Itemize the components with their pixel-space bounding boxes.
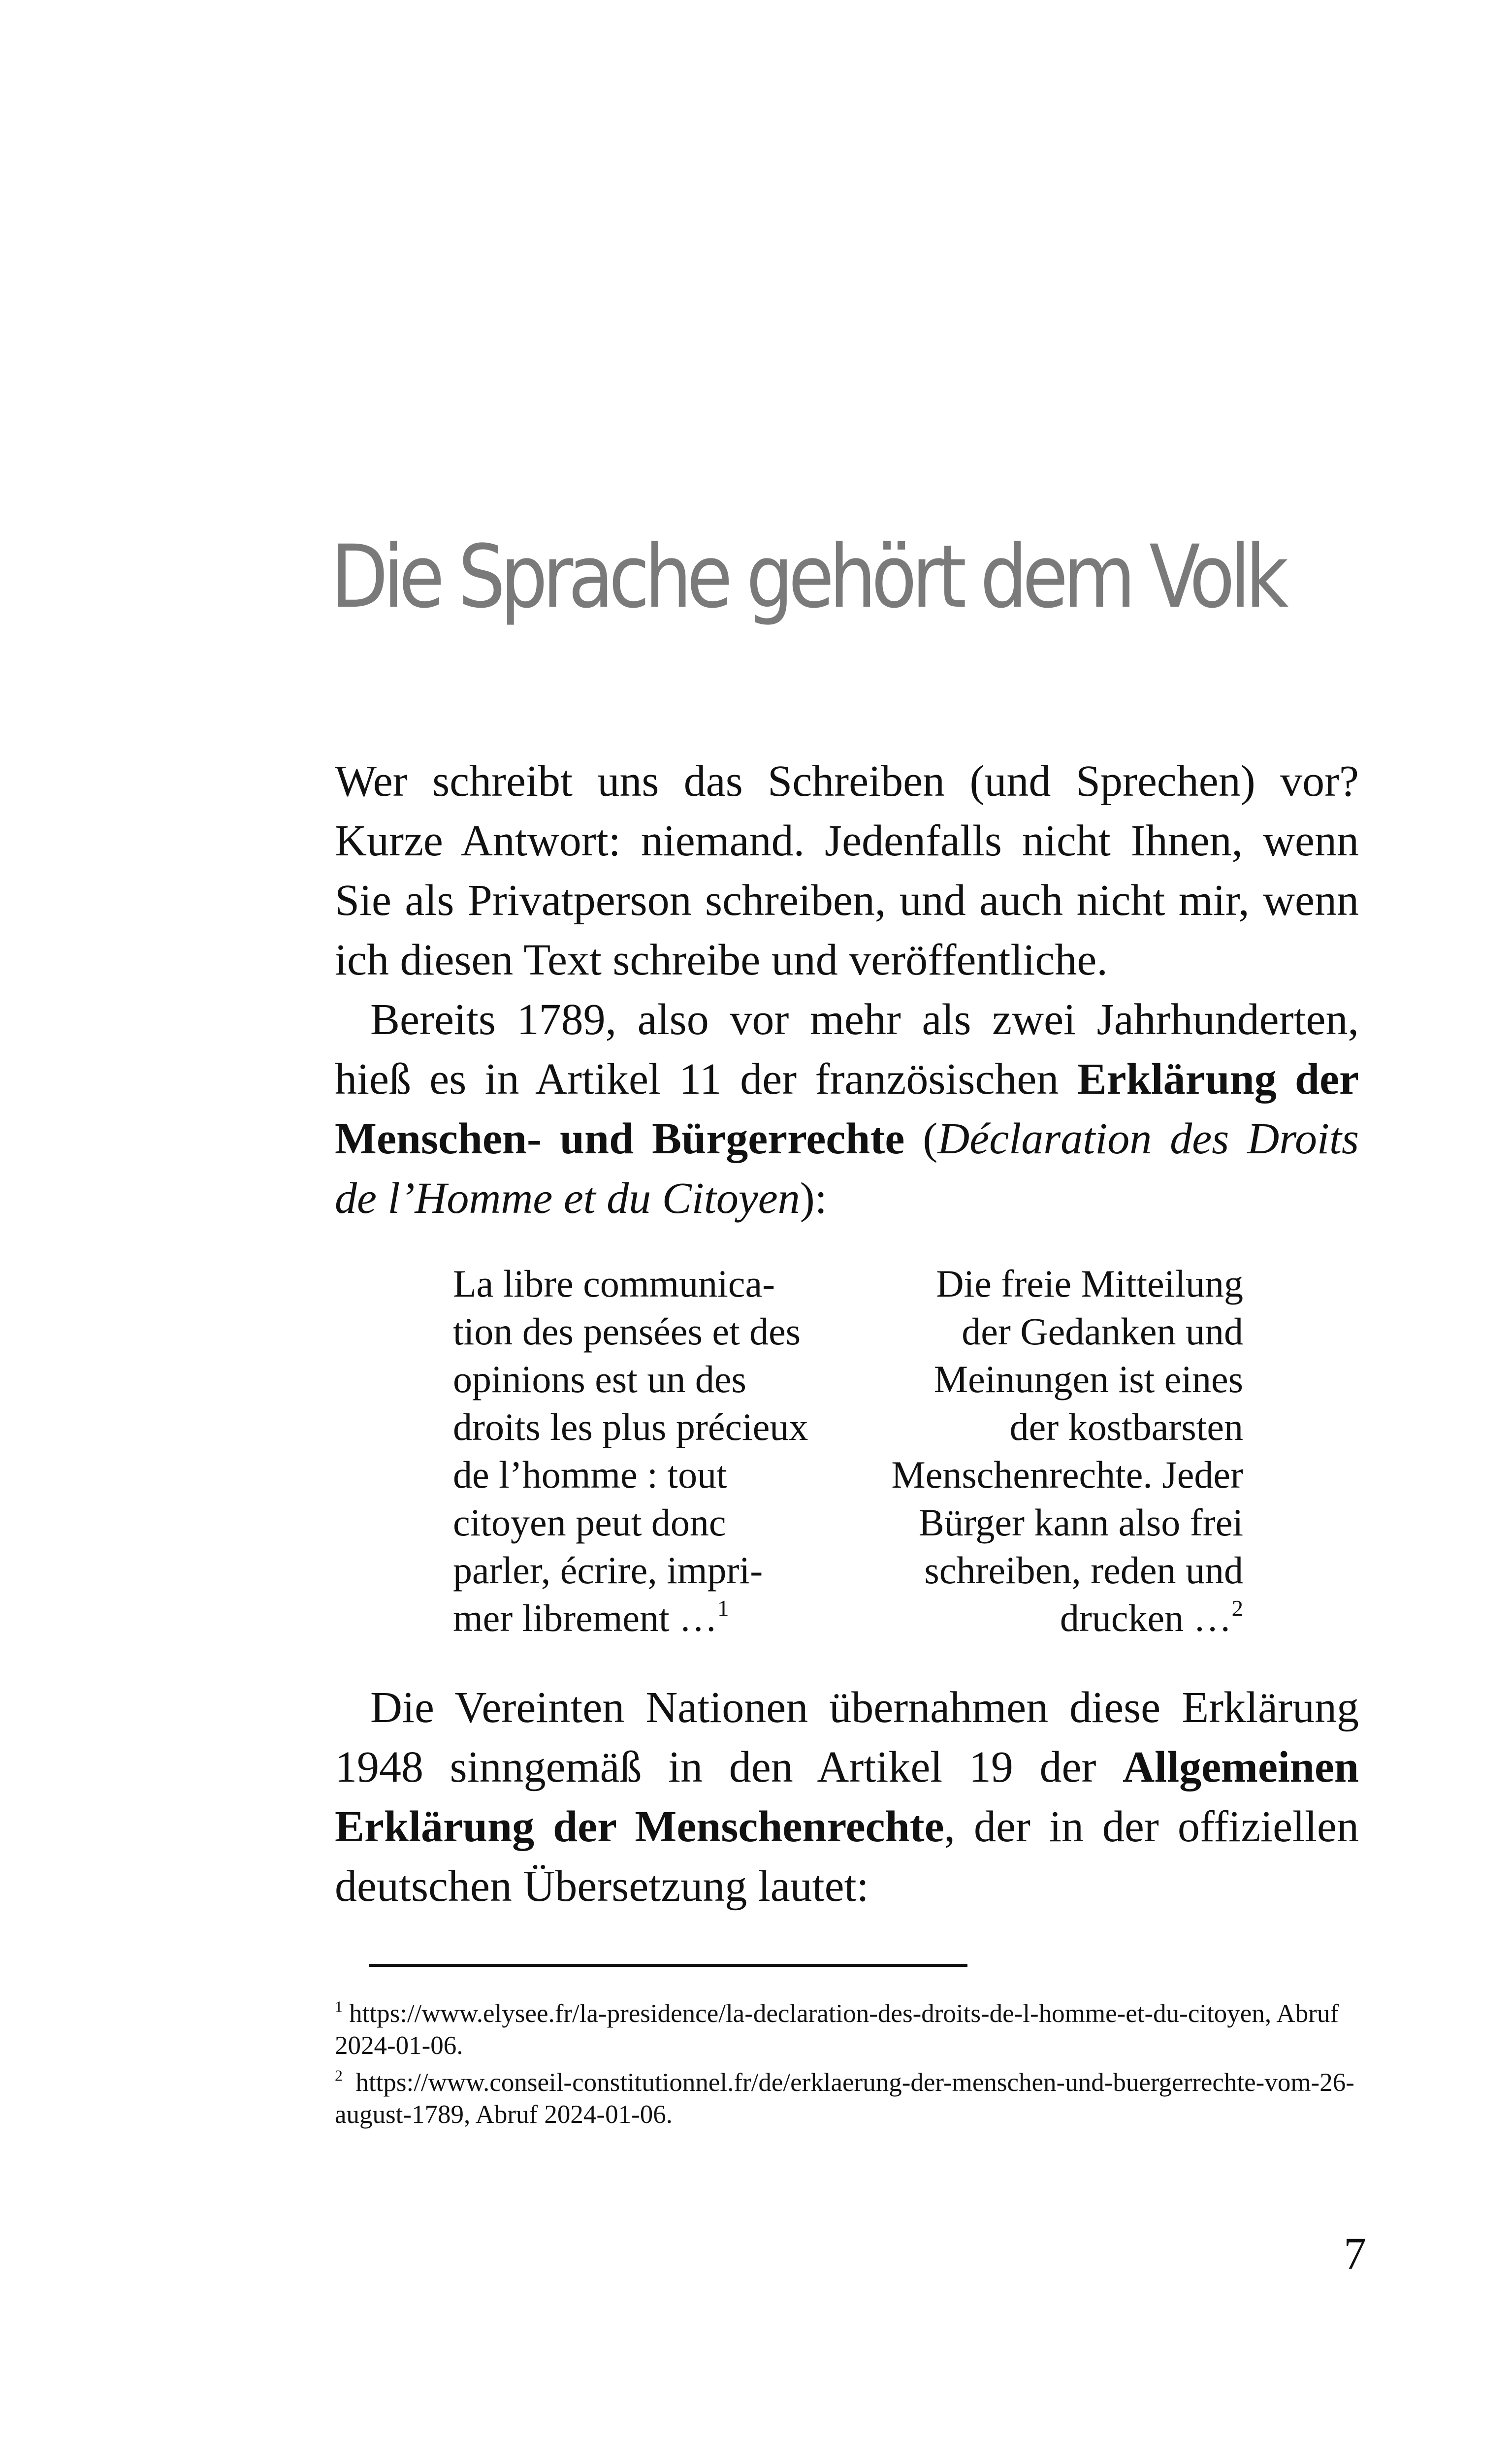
quote-german-line: schreiben, reden und — [924, 1549, 1243, 1592]
quote-french-line: citoyen peut donc — [453, 1501, 726, 1544]
declaration-paragraph — [335, 990, 1359, 1228]
footnote-text: https://www.elysee.fr/la-presidence/la-declaration-des-droits-de-l-homme-et-du-citoyen, Abruf 2024-01-06. — [335, 1999, 1339, 2060]
paren-close: ): — [800, 1174, 827, 1223]
quote-german-line: Menschenrechte. Jeder — [891, 1453, 1243, 1496]
un-text — [335, 1678, 1359, 1916]
quote-french-line: opinions est un des — [453, 1358, 746, 1401]
un-declaration-title-bold: Allgemeinen Erklärung der Menschenrechte — [335, 1743, 1359, 1851]
quote-french-line: droits les plus précieux — [453, 1405, 808, 1448]
quote-german-line: Die freie Mitteilung — [936, 1262, 1243, 1305]
footnote-ref-1: 1 — [717, 1596, 729, 1622]
quote-french-line: parler, écrire, impri- — [453, 1549, 763, 1592]
declaration-title-french: Déclaration des Droits de l’Homme et du Citoyen — [335, 1114, 1359, 1223]
footnotes — [335, 1998, 1359, 2136]
footnote-1 — [335, 1998, 1359, 2062]
quote-french-line: La libre communica- — [453, 1262, 775, 1305]
footnote-number: 1 — [335, 1998, 343, 2016]
quote-german-ending: drucken … — [1060, 1596, 1232, 1639]
intro-text — [335, 751, 1359, 1228]
footnote-text: https://www.conseil-constitutionnel.fr/de/erklaerung-der-menschen-und-buergerrechte-vom-26-august-1789, Abruf 2024-01-06. — [335, 2068, 1354, 2129]
quote-french-ending: mer librement … — [453, 1596, 718, 1639]
paren-open: ( — [904, 1114, 938, 1163]
quote-french — [453, 1260, 837, 1642]
page-title: Die Sprache gehört dem Volk — [331, 526, 1284, 627]
declaration-text-lead: Bereits 1789, also vor mehr als zwei Jahrhunderten, hieß es in Artikel 11 der französischen — [335, 995, 1359, 1104]
page-number: 7 — [1344, 2228, 1366, 2279]
un-paragraph — [335, 1678, 1359, 1916]
un-text-lead: Die Vereinten Nationen übernahmen diese Erklärung 1948 sinngemäß in den Artikel 19 der — [335, 1683, 1359, 1792]
quote-german-line-last — [837, 1594, 1243, 1642]
footnote-ref-2: 2 — [1231, 1596, 1243, 1622]
declaration-title-bold: Erklärung der Menschen- und Bürgerrechte — [335, 1055, 1359, 1163]
intro-paragraph: Wer schreibt uns das Schreiben (und Sprechen) vor? Kurze Antwort: niemand. Jedenfalls nicht Ihnen, wenn Sie als Privatperson schreiben, und auch nicht mir, wenn ich diesen Text schreibe und veröffentliche. — [335, 757, 1359, 984]
quote-german — [837, 1260, 1243, 1642]
footnote-number: 2 — [335, 2067, 343, 2085]
quote-german-line: der kostbarsten — [1009, 1405, 1243, 1448]
un-text-tail: , der in der offiziellen deutschen Übersetzung lautet: — [335, 1802, 1359, 1911]
quote-german-line: Bürger kann also frei — [918, 1501, 1243, 1544]
footnote-2 — [335, 2067, 1359, 2131]
footnote-divider — [369, 1964, 967, 1967]
quote-french-line: tion des pensées et des — [453, 1310, 801, 1353]
quote-french-line-last — [453, 1594, 837, 1642]
quote-french-line: de l’homme : tout — [453, 1453, 727, 1496]
quote-german-line: der Gedanken und — [962, 1310, 1243, 1353]
quote-german-line: Meinungen ist eines — [933, 1358, 1243, 1401]
